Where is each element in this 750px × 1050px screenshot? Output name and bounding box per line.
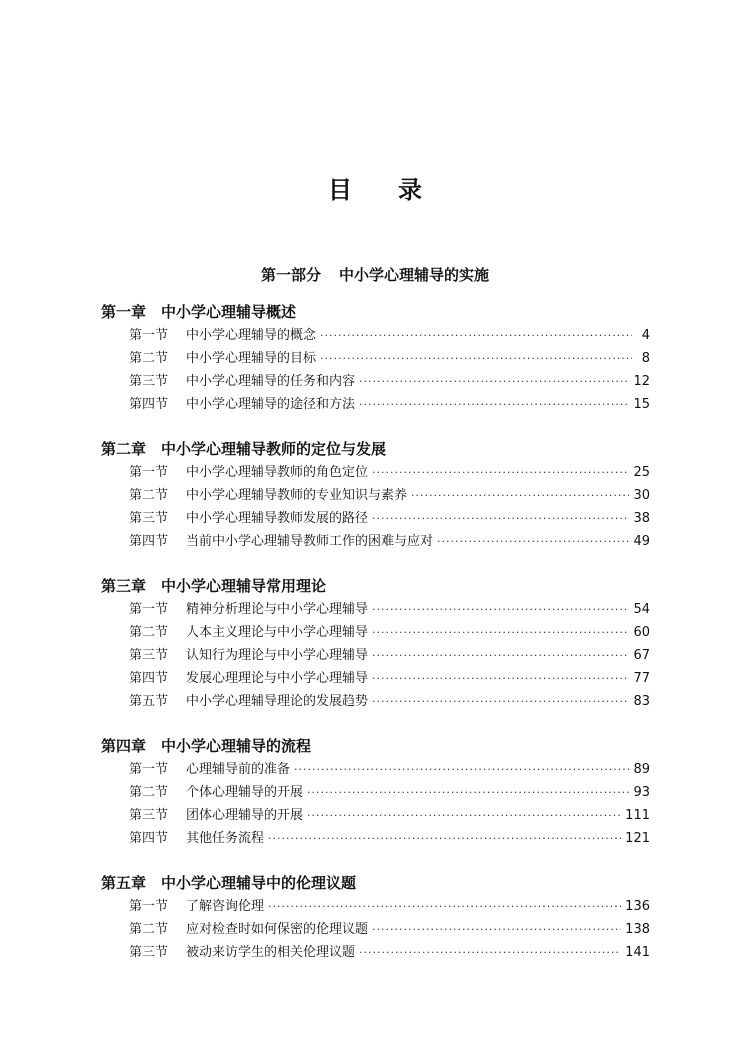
section-title: 中小学心理辅导教师的专业知识与素养 [186, 488, 408, 503]
dot-leader [294, 758, 629, 781]
dot-leader [320, 324, 632, 347]
page-number: 30 [633, 488, 650, 503]
page-number: 38 [633, 511, 650, 526]
section-title: 认知行为理论与中小学心理辅导 [186, 648, 369, 663]
toc-entry[interactable] [129, 530, 650, 553]
toc-entry[interactable] [129, 370, 650, 393]
dot-leader [359, 393, 629, 416]
chapter-heading[interactable] [101, 734, 650, 758]
section-title: 被动来访学生的相关伦理议题 [186, 945, 356, 960]
toc-entry[interactable] [129, 667, 650, 690]
page-number: 54 [633, 602, 650, 617]
chapter-number: 第五章 [101, 874, 147, 892]
toc-entry[interactable] [129, 461, 650, 484]
toc-entry[interactable] [129, 393, 650, 416]
section-number: 第一节 [129, 465, 169, 480]
dot-leader [268, 827, 621, 850]
dot-leader [372, 461, 629, 484]
section-number: 第四节 [129, 397, 169, 412]
dot-leader [372, 667, 629, 690]
chapter-number: 第二章 [101, 440, 147, 458]
dot-leader [307, 804, 621, 827]
page-number: 77 [633, 671, 650, 686]
section-title: 其他任务流程 [186, 831, 265, 846]
chapter-heading[interactable] [101, 574, 650, 598]
page-number: 83 [633, 694, 650, 709]
toc-entry[interactable] [129, 324, 650, 347]
section-number: 第三节 [129, 511, 169, 526]
toc-entry[interactable] [129, 598, 650, 621]
section-number: 第三节 [129, 808, 169, 823]
section-number: 第二节 [129, 785, 169, 800]
dot-leader [372, 598, 629, 621]
page-number: 111 [625, 808, 650, 823]
toc-chapter [101, 871, 650, 964]
toc-entry[interactable] [129, 827, 650, 850]
section-title: 中小学心理辅导的目标 [186, 351, 317, 366]
toc-chapter [101, 437, 650, 553]
toc-entry[interactable] [129, 507, 650, 530]
section-number: 第二节 [129, 351, 169, 366]
section-number: 第一节 [129, 328, 169, 343]
section-title: 发展心理理论与中小学心理辅导 [186, 671, 369, 686]
section-title: 了解咨询伦理 [186, 899, 265, 914]
dot-leader [307, 781, 629, 804]
section-title: 人本主义理论与中小学心理辅导 [186, 625, 369, 640]
section-number: 第三节 [129, 945, 169, 960]
toc-entry[interactable] [129, 895, 650, 918]
toc-chapter [101, 734, 650, 850]
toc-entry[interactable] [129, 918, 650, 941]
section-number: 第五节 [129, 694, 169, 709]
section-number: 第三节 [129, 648, 169, 663]
section-number: 第二节 [129, 922, 169, 937]
page-number: 136 [625, 899, 650, 914]
chapter-title: 中小学心理辅导的流程 [161, 737, 312, 755]
section-number: 第四节 [129, 534, 169, 549]
page-number: 15 [633, 397, 650, 412]
section-title: 中小学心理辅导理论的发展趋势 [186, 694, 369, 709]
toc-entry[interactable] [129, 941, 650, 964]
chapter-title: 中小学心理辅导常用理论 [161, 577, 327, 595]
chapter-heading[interactable] [101, 871, 650, 895]
dot-leader [372, 644, 629, 667]
toc-chapter [101, 574, 650, 713]
page-number: 89 [633, 762, 650, 777]
section-title: 当前中小学心理辅导教师工作的困难与应对 [186, 534, 434, 549]
toc-entry[interactable] [129, 690, 650, 713]
chapter-number: 第四章 [101, 737, 147, 755]
dot-leader [437, 530, 629, 553]
toc-entry[interactable] [129, 484, 650, 507]
section-title: 团体心理辅导的开展 [186, 808, 304, 823]
toc-entry[interactable] [129, 644, 650, 667]
dot-leader [359, 941, 621, 964]
dot-leader [372, 621, 629, 644]
chapter-title: 中小学心理辅导概述 [161, 303, 297, 321]
section-number: 第二节 [129, 488, 169, 503]
page-number: 67 [633, 648, 650, 663]
dot-leader [372, 918, 621, 941]
section-title: 中小学心理辅导的任务和内容 [186, 374, 356, 389]
page-number: 138 [625, 922, 650, 937]
part-heading [0, 264, 750, 285]
toc-entry[interactable] [129, 621, 650, 644]
dot-leader [320, 347, 632, 370]
page-number: 12 [633, 374, 650, 389]
section-number: 第四节 [129, 831, 169, 846]
toc-entry[interactable] [129, 347, 650, 370]
section-title: 中小学心理辅导的概念 [186, 328, 317, 343]
section-title: 中小学心理辅导教师发展的路径 [186, 511, 369, 526]
section-title: 个体心理辅导的开展 [186, 785, 304, 800]
title-left-char: 目 [328, 176, 352, 204]
chapter-title: 中小学心理辅导中的伦理议题 [161, 874, 357, 892]
section-number: 第二节 [129, 625, 169, 640]
page-number: 141 [625, 945, 650, 960]
section-title: 中小学心理辅导教师的角色定位 [186, 465, 369, 480]
section-number: 第一节 [129, 899, 169, 914]
page-title [0, 170, 750, 205]
toc-entry[interactable] [129, 758, 650, 781]
part-number: 第一部分 [260, 266, 321, 284]
section-number: 第四节 [129, 671, 169, 686]
page-number: 121 [625, 831, 650, 846]
page-number: 93 [633, 785, 650, 800]
page-number: 60 [633, 625, 650, 640]
page-number: 25 [633, 465, 650, 480]
section-title: 精神分析理论与中小学心理辅导 [186, 602, 369, 617]
dot-leader [372, 690, 629, 713]
section-title: 中小学心理辅导的途径和方法 [186, 397, 356, 412]
page-number: 49 [633, 534, 650, 549]
chapter-number: 第三章 [101, 577, 147, 595]
page-number: 8 [641, 351, 650, 366]
page-number: 4 [641, 328, 650, 343]
dot-leader [411, 484, 629, 507]
toc-entry[interactable] [129, 804, 650, 827]
toc-entry[interactable] [129, 781, 650, 804]
toc-chapter [101, 300, 650, 416]
chapter-heading[interactable] [101, 300, 650, 324]
part-name: 中小学心理辅导的实施 [339, 266, 490, 284]
chapter-number: 第一章 [101, 303, 147, 321]
chapter-heading[interactable] [101, 437, 650, 461]
section-number: 第一节 [129, 602, 169, 617]
dot-leader [268, 895, 621, 918]
chapter-title: 中小学心理辅导教师的定位与发展 [161, 440, 387, 458]
dot-leader [359, 370, 629, 393]
section-title: 应对检查时如何保密的伦理议题 [186, 922, 369, 937]
dot-leader [372, 507, 629, 530]
table-of-contents [101, 300, 650, 985]
section-number: 第三节 [129, 374, 169, 389]
title-right-char: 录 [398, 176, 422, 204]
section-title: 心理辅导前的准备 [186, 762, 291, 777]
section-number: 第一节 [129, 762, 169, 777]
